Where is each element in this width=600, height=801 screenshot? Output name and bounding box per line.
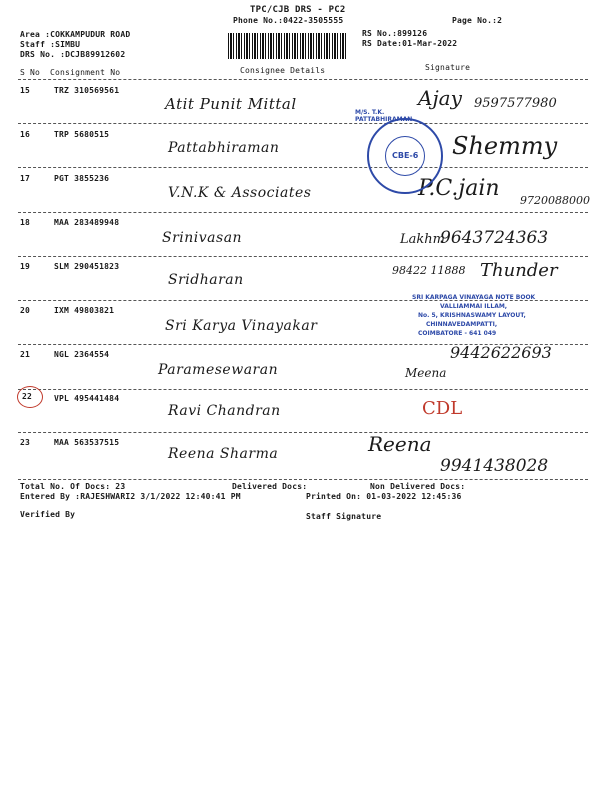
row-consignee: Sridharan — [168, 272, 244, 288]
col-sno: S No — [20, 68, 41, 77]
rs-date: RS Date:01-Mar-2022 — [362, 39, 458, 48]
row-phone: 9941438028 — [440, 456, 549, 476]
row-consignee: Sri Karya Vinayakar — [165, 318, 318, 334]
divider — [18, 389, 588, 390]
row-signature: Ajay — [418, 86, 462, 110]
company-stamp: SRI KARPAGA VINAYAGA NOTE BOOK VALLIAMMAI ILLAM, No. 5, KRISHNASWAMY LAYOUT, CHINNAVEDAMPATTI, COIMBATORE - 641 049 — [412, 294, 536, 337]
row-consignment: TRP 5680515 — [54, 130, 110, 139]
drs-number: DRS No. :DCJB89912602 — [20, 50, 126, 59]
row-signature: Thunder — [480, 260, 558, 281]
row-consignment: SLM 290451823 — [54, 262, 120, 271]
row-signature: Reena — [368, 432, 432, 456]
row-consignee: Reena Sharma — [168, 446, 279, 462]
stamp-center-text: CBE-6 — [392, 151, 419, 160]
divider — [18, 256, 588, 257]
row-phone: 9442622693 — [450, 343, 552, 362]
row-signature: CDL — [422, 398, 463, 419]
row-consignment: TRZ 310569561 — [54, 86, 120, 95]
row-consignment: VPL 495441484 — [54, 394, 120, 403]
row-sno: 23 — [20, 438, 31, 447]
row-sno: 21 — [20, 350, 31, 359]
row-sno: 17 — [20, 174, 31, 183]
row-phone: 9720088000 — [520, 194, 590, 207]
row-consignee: Paramesewaran — [158, 362, 279, 378]
stamp-ring-text: M/S. T.K. PATTABHIRAMAN — [355, 109, 413, 123]
row-consignee: Srinivasan — [162, 230, 243, 246]
row-consignee: Atit Punit Mittal — [165, 95, 297, 113]
row-consignment: NGL 2364554 — [54, 350, 110, 359]
rs-number: RS No.:899126 — [362, 29, 428, 38]
area-label: Area :COKKAMPUDUR ROAD — [20, 30, 131, 39]
divider — [18, 123, 588, 124]
row-sno: 19 — [20, 262, 31, 271]
divider — [18, 479, 588, 480]
col-consignment: Consignment No — [50, 68, 121, 77]
row-consignment: IXM 49803821 — [54, 306, 115, 315]
printed-on: Printed On: 01-03-2022 12:45:36 — [306, 492, 462, 501]
entered-by: Entered By :RAJESHWARI2 3/1/2022 12:40:41 PM — [20, 492, 241, 501]
verified-by: Verified By — [20, 510, 76, 519]
staff-signature: Staff Signature — [306, 512, 382, 521]
row-phone: 9643724363 — [440, 228, 549, 248]
non-delivered-docs: Non Delivered Docs: — [370, 482, 466, 491]
delivered-docs: Delivered Docs: — [232, 482, 308, 491]
report-title: TPC/CJB DRS - PC2 — [250, 5, 346, 15]
row-phone: 9597577980 — [474, 96, 557, 111]
divider — [18, 212, 588, 213]
row-consignee: Pattabhiraman — [168, 140, 280, 156]
row-signature: Lakhm — [400, 232, 445, 247]
row-signature: P.C.jain — [418, 176, 500, 201]
col-signature: Signature — [425, 63, 471, 72]
staff-label: Staff :SIMBU — [20, 40, 81, 49]
row-consignee: V.N.K & Associates — [168, 185, 312, 201]
row-consignment: MAA 283489948 — [54, 218, 120, 227]
row-sno: 22 — [22, 392, 33, 401]
divider — [18, 79, 588, 80]
row-signature: Meena — [405, 366, 447, 380]
row-sno: 20 — [20, 306, 31, 315]
row-consignee: Ravi Chandran — [168, 403, 281, 419]
row-sno: 16 — [20, 130, 31, 139]
row-consignment: PGT 3855236 — [54, 174, 110, 183]
phone-number: Phone No.:0422-3505555 — [233, 16, 344, 25]
row-sno: 18 — [20, 218, 31, 227]
row-signature: Shemmy — [452, 132, 558, 160]
row-phone: 98422 11888 — [392, 264, 466, 277]
row-sno: 15 — [20, 86, 31, 95]
barcode — [228, 33, 346, 59]
row-consignment: MAA 563537515 — [54, 438, 120, 447]
col-consignee: Consignee Details — [240, 66, 326, 75]
divider — [18, 432, 588, 433]
page-number: Page No.:2 — [452, 16, 503, 25]
divider — [18, 167, 588, 168]
total-docs: Total No. Of Docs: 23 — [20, 482, 126, 491]
round-stamp — [355, 109, 443, 194]
